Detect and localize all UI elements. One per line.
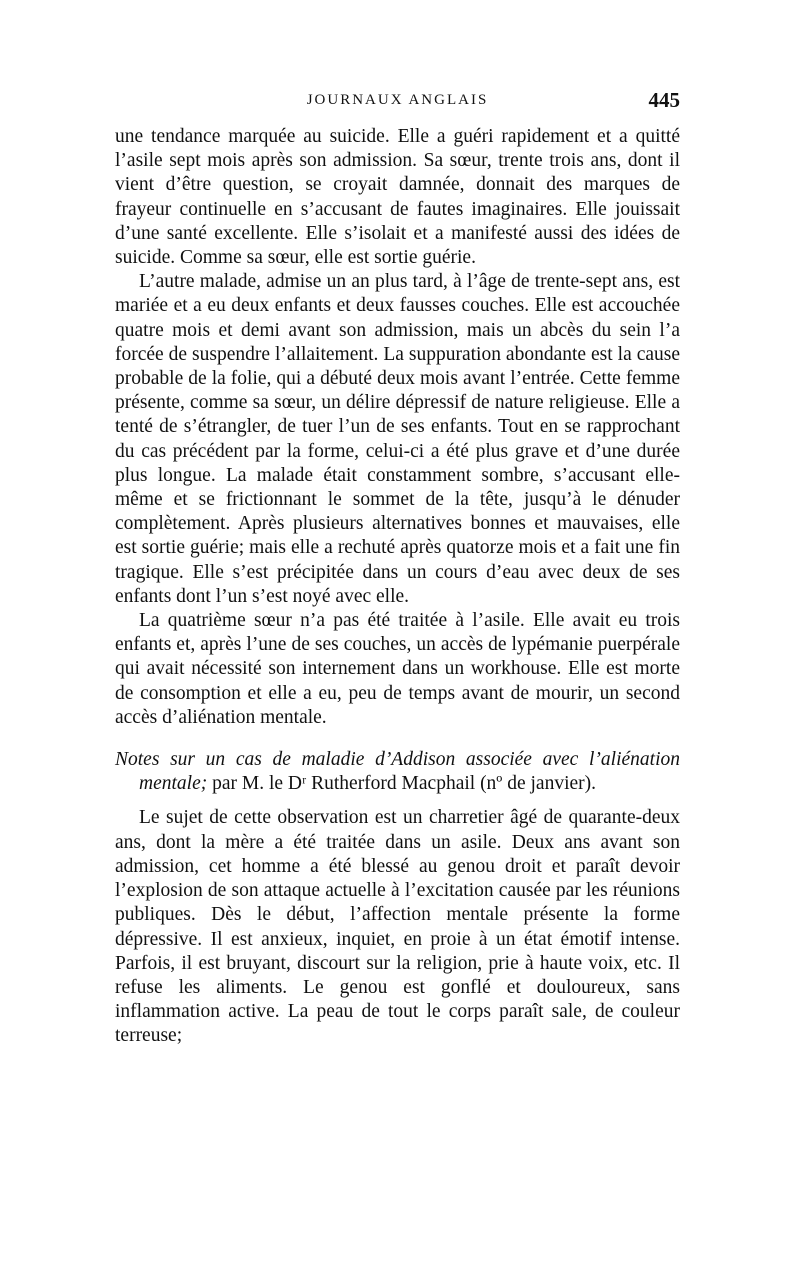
running-title: JOURNAUX ANGLAIS [306,92,489,108]
paragraph-second-patient: L’autre malade, admise un an plus tard, à l’âge de trente-sept ans, est mariée et a eu deux enfants et deux fausses couches. Elle est accouchée quatre mois et demi avant son admission, mais un abcès du sein l’a forcée de suspendre l’allaitement. La suppuration abondante est la cause probable de la folie, qui a débuté deux mois avant l’entrée. Cette femme présente, comme sa sœur, un délire dépressif de nature religieuse. Elle a tenté de s’étrangler, de tuer l’un de ses enfants. Tout en se rapprochant du cas précédent par la forme, celui-ci a été plus grave et d’une durée plus longue. La malade était constamment sombre, s’accusant elle-même et se frictionnant le sommet de la tête, jusqu’à le dénuder complètement. Après plusieurs alternatives bonnes et mauvaises, elle est sortie guérie; mais elle a rechuté après quatorze mois et a fait une fin tragique. Elle s’est précipitée dans un cours d’eau avec deux de ses enfants dont l’un s’est noyé avec elle. [115,271,680,607]
page-number: 445 [648,88,680,112]
section-title: Notes sur un cas de maladie d’Addison associée avec l’aliénation mentale; [115,749,680,795]
section-heading [115,748,680,796]
paragraph-fourth-sister: La quatrième sœur n’a pas été traitée à l’asile. Elle avait eu trois enfants et, après l’une de ses couches, un accès de lypémanie puerpérale qui avait nécessité son internement dans un workhouse. Elle est morte de consomption et elle a eu, peu de temps avant de mourir, un second accès d’aliénation mentale. [115,610,680,728]
running-head [115,88,680,118]
main-text [115,125,680,1049]
paragraph-observation: Le sujet de cette observation est un charretier âgé de quarante-deux ans, dont la mère a été traitée dans un asile. Deux ans avant son admission, cet homme a été blessé au genou droit et paraît devoir l’explosion de son attaque actuelle à l’excitation causée par les réunions publiques. Dès le début, l’affection mentale présente la forme dépressive. Il est anxieux, inquiet, en proie à un état émotif intense. Parfois, il est bruyant, discourt sur la religion, prie à haute voix, etc. Il refuse les aliments. Le genou est gonflé et douloureux, sans inflammation active. La peau de tout le corps paraît sale, de couleur terreuse; [115,807,680,1047]
section-byline: par M. le Dʳ Rutherford Macphail (nº de janvier). [207,773,597,795]
paragraph-continuation: une tendance marquée au suicide. Elle a guéri rapidement et a quitté l’asile sept mois après son admission. Sa sœur, trente trois ans, dont il vient d’être question, se croyait damnée, donnait des marques de frayeur continuelle en s’accusant de fautes imaginaires. Elle jouissait d’une santé excellente. Elle s’isolait et a manifesté aussi des idées de suicide. Comme sa sœur, elle est sortie guérie. [115,126,680,269]
